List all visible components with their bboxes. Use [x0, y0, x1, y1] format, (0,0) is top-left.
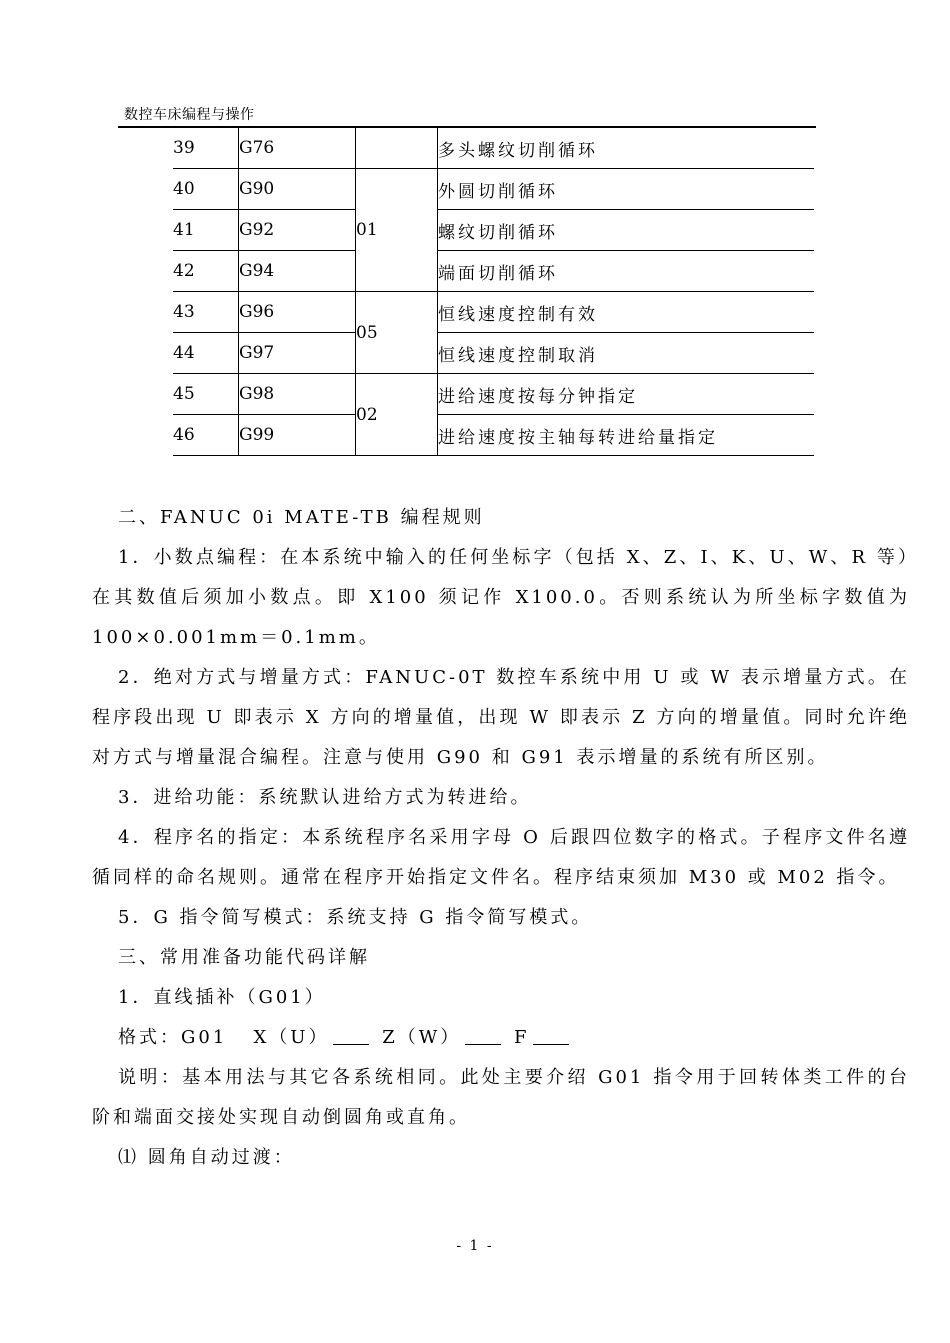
- section-heading: 三、常用准备功能代码详解: [118, 947, 370, 968]
- group-cell: 01: [356, 169, 438, 292]
- group-cell: 02: [356, 374, 438, 456]
- paragraph: 3．进给功能：系统默认进给方式为转进给。: [118, 787, 532, 808]
- page-number: - 1 -: [456, 1238, 494, 1254]
- g-code: G90: [239, 169, 356, 210]
- g-code: G76: [239, 128, 356, 169]
- group-cell: 05: [356, 292, 438, 374]
- format-z: Z（W）: [382, 1027, 462, 1048]
- table-row: [173, 333, 814, 374]
- row-number: 40: [173, 169, 239, 210]
- g-code: G99: [239, 415, 356, 456]
- g-code: G94: [239, 251, 356, 292]
- format-f: F: [513, 1027, 530, 1048]
- paragraph: 2．绝对方式与增量方式：FANUC-0T 数控车系统中用 U 或 W 表示增量方式。在程序段出现 U 即表示 X 方向的增量值，出现 W 即表示 Z 方向的增量值。同时允许绝对方式与增量混合编程。注意与使用 G90 和 G91 表示增量的系统有所区别。: [92, 667, 910, 768]
- g-code-table: [173, 128, 814, 456]
- description: 进给速度按主轴每转进给量指定: [438, 415, 815, 456]
- paragraph: 1．小数点编程：在本系统中输入的任何坐标字（包括 X、Z、I、K、U、W、R 等）在其数值后须加小数点。即 X100 须记作 X100.0。否则系统认为所坐标字数值为 100×0.001mm＝0.1mm。: [92, 547, 910, 648]
- table-row: [173, 210, 814, 251]
- format-line: [92, 1018, 910, 1058]
- paragraph: 5．G 指令简写模式：系统支持 G 指令简写模式。: [118, 907, 593, 928]
- table-row: [173, 128, 814, 169]
- row-number: 46: [173, 415, 239, 456]
- row-number: 45: [173, 374, 239, 415]
- g-code: G97: [239, 333, 356, 374]
- row-number: 44: [173, 333, 239, 374]
- g-code: G96: [239, 292, 356, 333]
- list-item: ⑴ 圆角自动过渡：: [118, 1147, 295, 1168]
- row-number: 41: [173, 210, 239, 251]
- paragraph: 说明：基本用法与其它各系统相同。此处主要介绍 G01 指令用于回转体类工件的台阶和端面交接处实现自动倒圆角或直角。: [92, 1067, 910, 1128]
- format-label: 格式：G01: [118, 1027, 228, 1048]
- table-row: [173, 169, 814, 210]
- subsection-heading: 1．直线插补（G01）: [118, 987, 326, 1008]
- row-number: 39: [173, 128, 239, 169]
- blank-line: [465, 1043, 501, 1045]
- paragraph: 4．程序名的指定：本系统程序名采用字母 O 后跟四位数字的格式。子程序文件名遵循同样的命名规则。通常在程序开始指定文件名。程序结束须加 M30 或 M02 指令。: [92, 827, 910, 888]
- description: 恒线速度控制取消: [438, 333, 815, 374]
- g-code: G98: [239, 374, 356, 415]
- table-row: [173, 415, 814, 456]
- group-cell: [356, 128, 438, 169]
- g-code: G92: [239, 210, 356, 251]
- description: 端面切削循环: [438, 251, 815, 292]
- table-row: [173, 292, 814, 333]
- section-heading: 二、FANUC 0i MATE-TB 编程规则: [118, 507, 485, 528]
- description: 恒线速度控制有效: [438, 292, 815, 333]
- body-text: [92, 498, 910, 1178]
- description: 进给速度按每分钟指定: [438, 374, 815, 415]
- blank-line: [333, 1043, 369, 1045]
- description: 螺纹切削循环: [438, 210, 815, 251]
- description: 多头螺纹切削循环: [438, 128, 815, 169]
- running-header: 数控车床编程与操作: [124, 107, 255, 123]
- table-row: [173, 251, 814, 292]
- row-number: 43: [173, 292, 239, 333]
- blank-line: [533, 1043, 569, 1045]
- table-row: [173, 374, 814, 415]
- row-number: 42: [173, 251, 239, 292]
- format-x: X（U）: [253, 1027, 330, 1048]
- description: 外圆切削循环: [438, 169, 815, 210]
